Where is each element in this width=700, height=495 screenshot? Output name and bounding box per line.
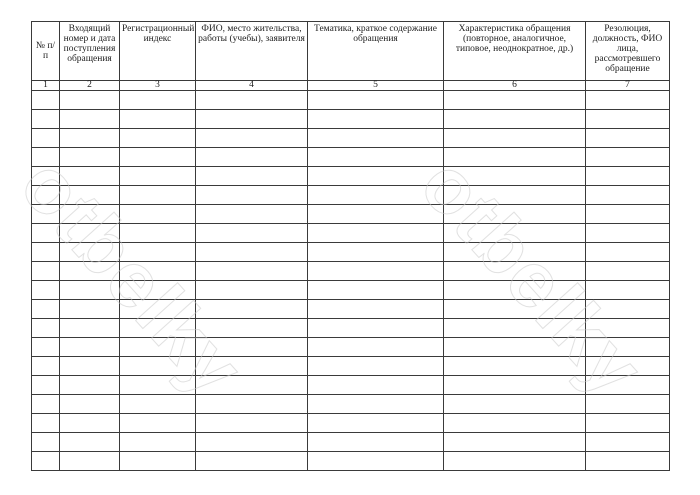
table-row — [32, 281, 670, 300]
table-cell — [586, 357, 670, 376]
table-cell — [60, 167, 120, 186]
table-cell — [32, 205, 60, 224]
header-topic: Тематика, краткое содержание обращения — [308, 22, 444, 81]
header-incoming-number: Входящий номер и дата поступления обращения — [60, 22, 120, 81]
table-row — [32, 357, 670, 376]
table-cell — [586, 300, 670, 319]
table-row — [32, 300, 670, 319]
table-cell — [196, 186, 308, 205]
table-cell — [120, 376, 196, 395]
header-resolution: Резолюция, должность, ФИО лица, рассмотревшего обращение — [586, 22, 670, 81]
table-cell — [120, 224, 196, 243]
table-cell — [308, 129, 444, 148]
watermark: otbelky — [403, 140, 662, 413]
column-number-row — [32, 81, 670, 91]
column-number: 3 — [120, 81, 196, 91]
table-cell — [308, 167, 444, 186]
table-cell — [444, 129, 586, 148]
table-row — [32, 205, 670, 224]
table-cell — [120, 414, 196, 433]
table-cell — [308, 433, 444, 452]
table-cell — [120, 452, 196, 471]
table-cell — [444, 205, 586, 224]
table-cell — [196, 338, 308, 357]
table-cell — [196, 433, 308, 452]
table-cell — [308, 357, 444, 376]
table-cell — [586, 376, 670, 395]
table-cell — [586, 110, 670, 129]
table-row — [32, 338, 670, 357]
table-cell — [120, 319, 196, 338]
table-row — [32, 148, 670, 167]
column-number: 2 — [60, 81, 120, 91]
table-cell — [60, 452, 120, 471]
table-cell — [60, 243, 120, 262]
table-cell — [32, 262, 60, 281]
table-cell — [60, 205, 120, 224]
table-cell — [32, 338, 60, 357]
table-cell — [586, 186, 670, 205]
table-cell — [120, 338, 196, 357]
table-row — [32, 129, 670, 148]
table-cell — [120, 110, 196, 129]
table-cell — [586, 452, 670, 471]
table-cell — [308, 300, 444, 319]
table-cell — [586, 129, 670, 148]
table-cell — [444, 452, 586, 471]
table-cell — [196, 243, 308, 262]
table-row — [32, 167, 670, 186]
table-cell — [308, 205, 444, 224]
table-cell — [32, 300, 60, 319]
table-cell — [196, 395, 308, 414]
table-cell — [120, 262, 196, 281]
table-cell — [196, 224, 308, 243]
table-cell — [120, 148, 196, 167]
table-cell — [32, 224, 60, 243]
table-cell — [120, 129, 196, 148]
table-cell — [60, 395, 120, 414]
table-cell — [196, 167, 308, 186]
table-cell — [196, 148, 308, 167]
table-cell — [32, 395, 60, 414]
table-cell — [120, 433, 196, 452]
table-cell — [444, 167, 586, 186]
table-cell — [444, 281, 586, 300]
table-cell — [196, 414, 308, 433]
table-cell — [120, 243, 196, 262]
column-number: 6 — [444, 81, 586, 91]
table-cell — [32, 376, 60, 395]
table-cell — [586, 243, 670, 262]
table-row — [32, 186, 670, 205]
table-row — [32, 91, 670, 110]
table-cell — [120, 205, 196, 224]
table-cell — [60, 414, 120, 433]
table-cell — [32, 148, 60, 167]
table-cell — [586, 395, 670, 414]
table-cell — [308, 395, 444, 414]
table-cell — [444, 376, 586, 395]
table-cell — [444, 357, 586, 376]
table-cell — [120, 300, 196, 319]
table-cell — [60, 357, 120, 376]
table-cell — [196, 129, 308, 148]
table-body — [32, 91, 670, 471]
table-cell — [60, 110, 120, 129]
table-row — [32, 110, 670, 129]
table-cell — [586, 148, 670, 167]
table-cell — [120, 91, 196, 110]
table-cell — [32, 91, 60, 110]
table-cell — [120, 186, 196, 205]
table-cell — [308, 110, 444, 129]
table-cell — [444, 300, 586, 319]
table-cell — [308, 91, 444, 110]
table-row — [32, 376, 670, 395]
table-cell — [444, 91, 586, 110]
table-cell — [32, 319, 60, 338]
table-cell — [586, 338, 670, 357]
table-cell — [444, 262, 586, 281]
table-row — [32, 433, 670, 452]
table-row — [32, 262, 670, 281]
table-cell — [60, 319, 120, 338]
table-cell — [32, 186, 60, 205]
table-cell — [586, 262, 670, 281]
table-cell — [444, 110, 586, 129]
header-characteristic: Характеристика обращения (повторное, аналогичное, типовое, неоднократное, др.) — [444, 22, 586, 81]
table-cell — [120, 167, 196, 186]
table-cell — [308, 281, 444, 300]
table-cell — [586, 205, 670, 224]
table-cell — [60, 338, 120, 357]
table-cell — [444, 243, 586, 262]
table-cell — [32, 452, 60, 471]
appeals-register-table — [31, 21, 670, 471]
table-cell — [196, 376, 308, 395]
table-cell — [120, 357, 196, 376]
column-number: 5 — [308, 81, 444, 91]
table-row — [32, 224, 670, 243]
table-cell — [308, 224, 444, 243]
table-cell — [32, 433, 60, 452]
table-cell — [444, 395, 586, 414]
watermark: otbelky — [3, 140, 262, 413]
column-number: 7 — [586, 81, 670, 91]
table-cell — [586, 167, 670, 186]
table-cell — [60, 129, 120, 148]
table-cell — [60, 148, 120, 167]
table-cell — [60, 376, 120, 395]
table-cell — [60, 262, 120, 281]
table-cell — [444, 319, 586, 338]
table-cell — [308, 376, 444, 395]
header-registration-index: Регистрационный индекс — [120, 22, 196, 81]
table-cell — [196, 205, 308, 224]
table-cell — [32, 357, 60, 376]
table-row — [32, 319, 670, 338]
table-cell — [444, 338, 586, 357]
table-cell — [32, 281, 60, 300]
table-cell — [308, 186, 444, 205]
table-cell — [444, 224, 586, 243]
table-cell — [60, 433, 120, 452]
table-row — [32, 414, 670, 433]
table-cell — [196, 300, 308, 319]
table-cell — [196, 110, 308, 129]
table-cell — [32, 129, 60, 148]
table-cell — [60, 186, 120, 205]
table-row — [32, 452, 670, 471]
table-cell — [586, 319, 670, 338]
table-cell — [32, 167, 60, 186]
table-cell — [60, 224, 120, 243]
header-applicant: ФИО, место жительства, работы (учебы), заявителя — [196, 22, 308, 81]
table-cell — [586, 281, 670, 300]
table-cell — [586, 224, 670, 243]
table-cell — [120, 281, 196, 300]
table-row — [32, 395, 670, 414]
table-cell — [196, 262, 308, 281]
table-cell — [308, 319, 444, 338]
table-cell — [196, 452, 308, 471]
table-cell — [586, 91, 670, 110]
table-cell — [60, 91, 120, 110]
table-cell — [196, 357, 308, 376]
table-cell — [444, 186, 586, 205]
table-cell — [308, 148, 444, 167]
table-cell — [32, 414, 60, 433]
column-number: 1 — [32, 81, 60, 91]
table-cell — [60, 300, 120, 319]
table-cell — [196, 91, 308, 110]
table-cell — [586, 433, 670, 452]
table-cell — [308, 243, 444, 262]
table-cell — [308, 414, 444, 433]
column-number: 4 — [196, 81, 308, 91]
header-number: № п/п — [32, 22, 60, 81]
table-cell — [444, 433, 586, 452]
table-cell — [308, 452, 444, 471]
table-cell — [32, 243, 60, 262]
table-cell — [32, 110, 60, 129]
table-cell — [196, 319, 308, 338]
table-cell — [444, 148, 586, 167]
header-row — [32, 22, 670, 81]
table-cell — [308, 338, 444, 357]
table-row — [32, 243, 670, 262]
table-cell — [196, 281, 308, 300]
table-cell — [586, 414, 670, 433]
table-cell — [60, 281, 120, 300]
table-cell — [308, 262, 444, 281]
table-cell — [120, 395, 196, 414]
table-cell — [444, 414, 586, 433]
